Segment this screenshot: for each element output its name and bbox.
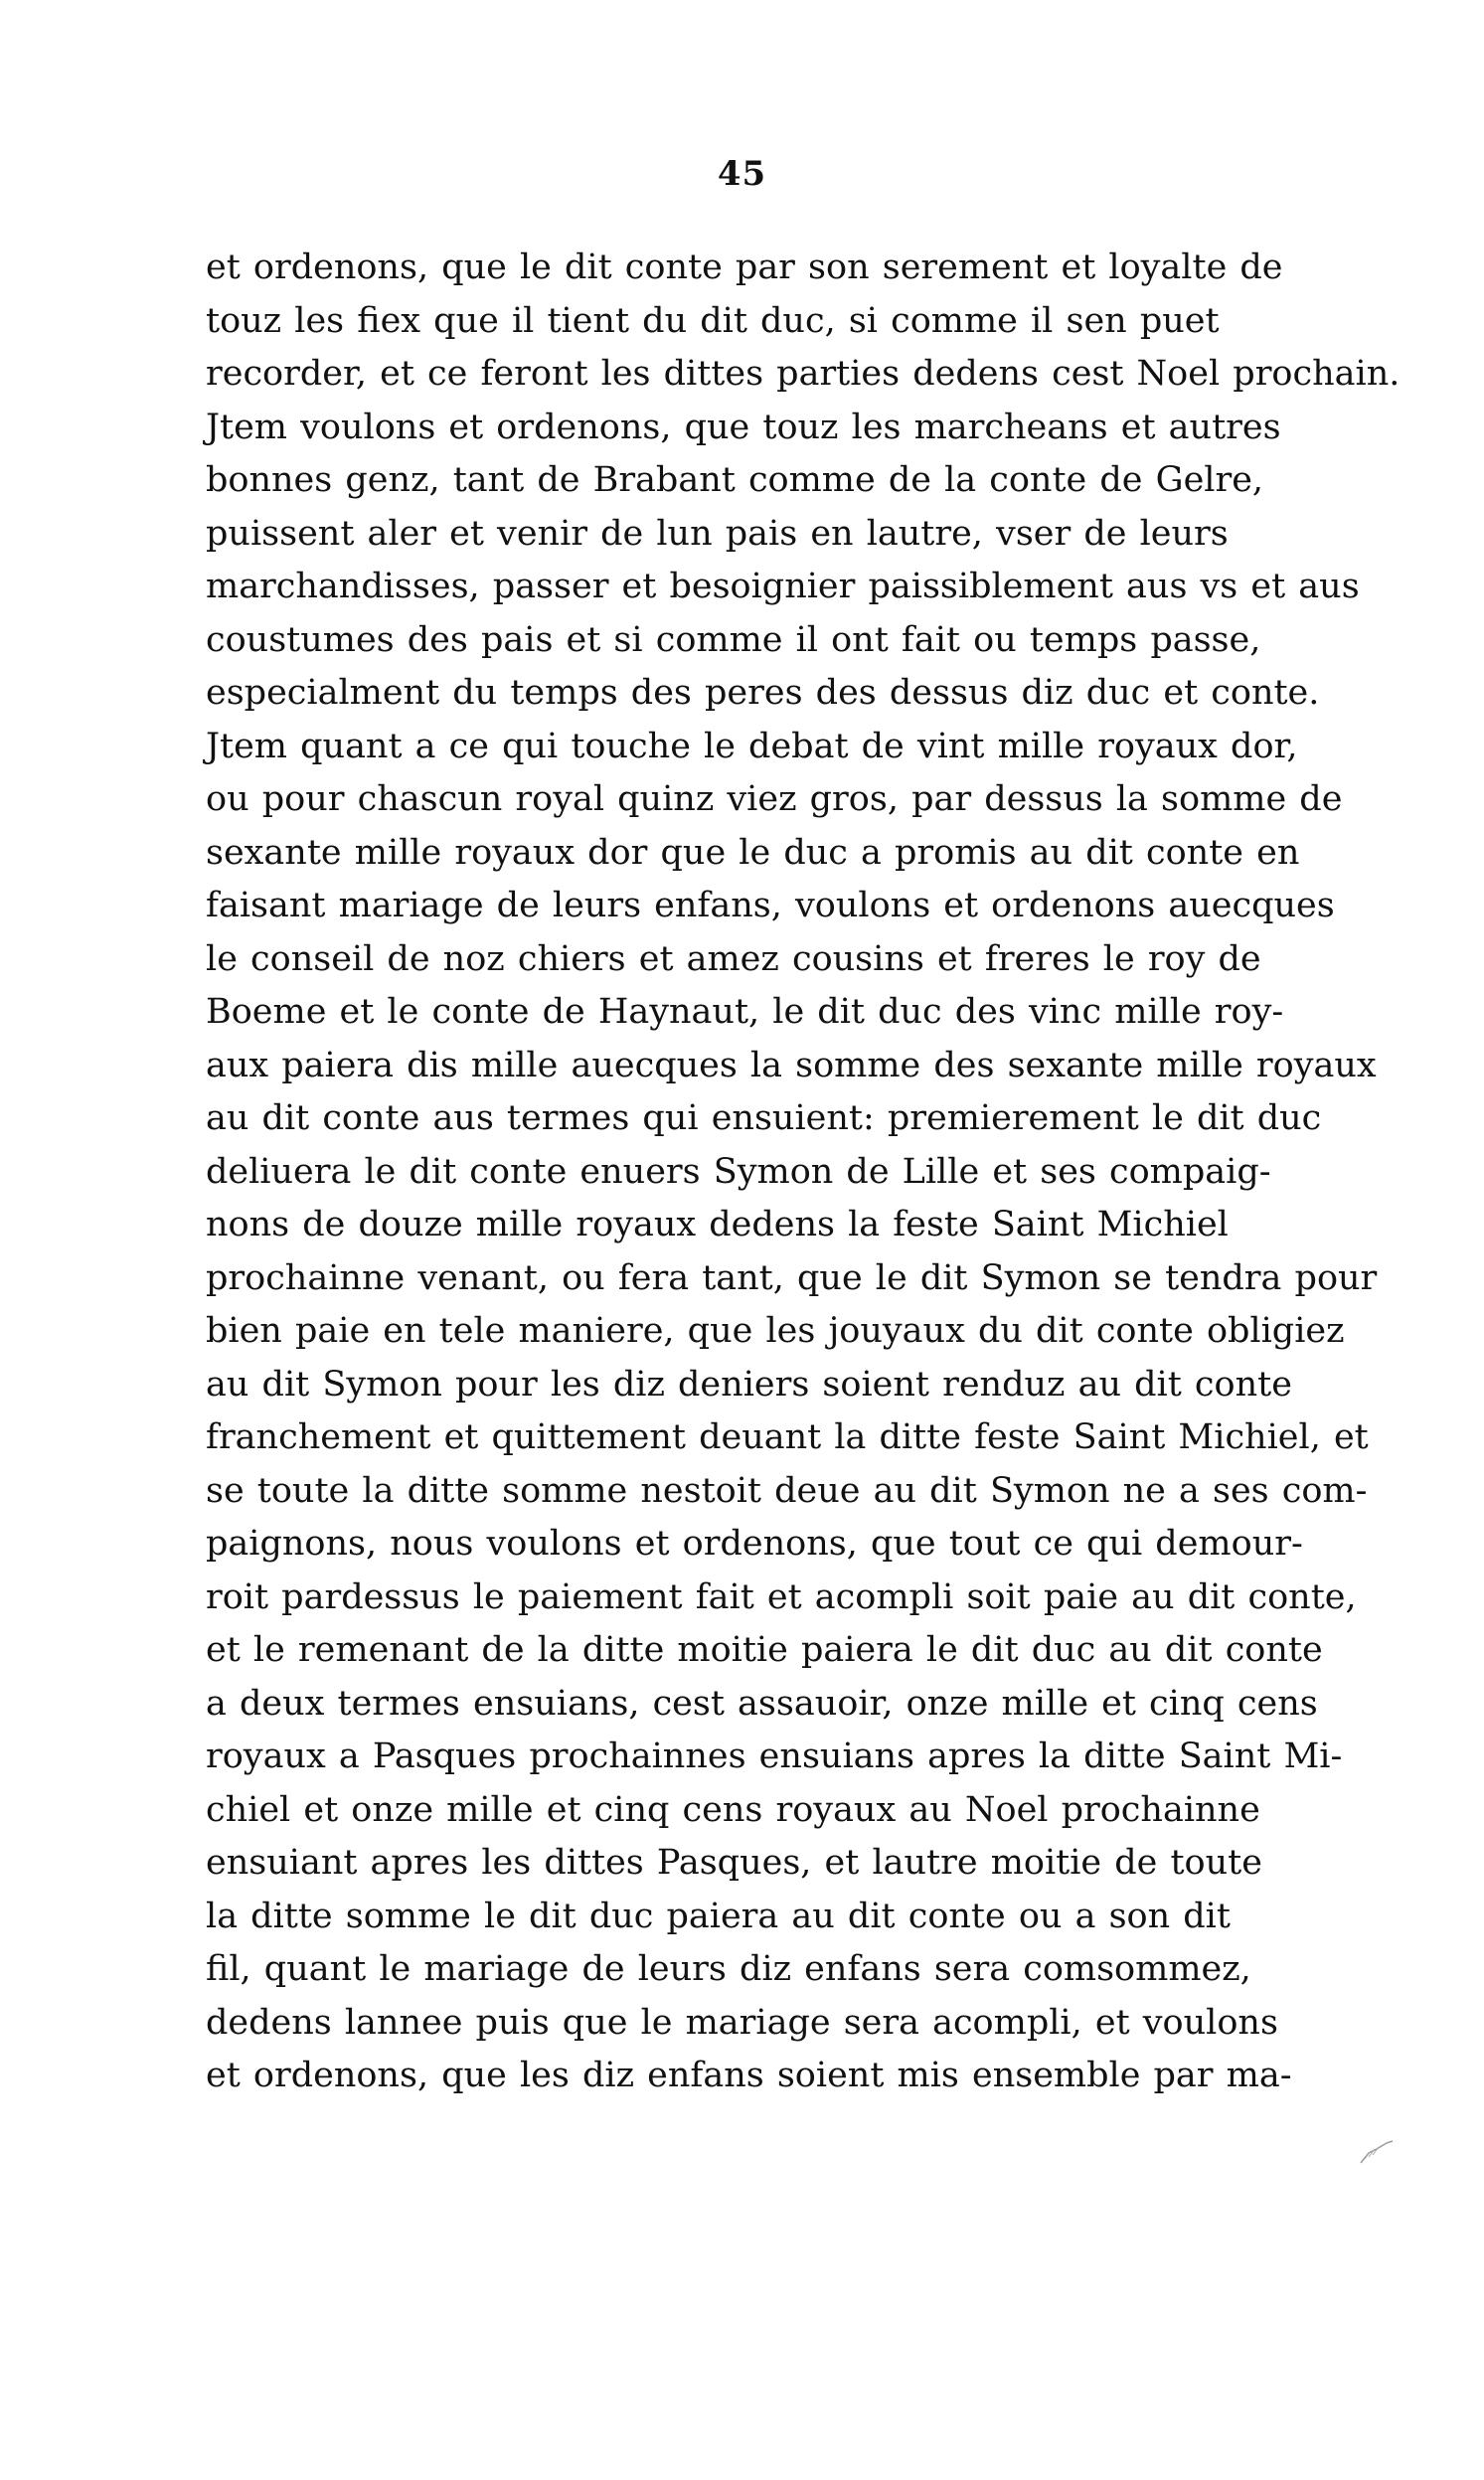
text-line: Jtem quant a ce qui touche le debat de vint mille royaux dor, [206,726,1298,766]
text-line: et ordenons, que le dit conte par son serement et loyalte de [206,248,1283,287]
text-line: prochainne venant, ou fera tant, que le dit Symon se tendra pour [206,1257,1378,1298]
text-line: Boeme et le conte de Haynaut, le dit duc des vinc mille roy- [206,992,1284,1032]
text-line: touz les fiex que il tient du dit duc, si comme il sen puet [206,300,1220,341]
text-line: marchandisses, passer et besoignier paissiblement aus vs et aus [206,567,1360,606]
body-text [206,242,1401,2103]
text-line: royaux a Pasques prochainnes ensuians apres la ditte Saint Mi- [206,1736,1343,1776]
text-line: la ditte somme le dit duc paiera au dit conte ou a son dit [206,1896,1231,1936]
text-line: franchement et quittement deuant la ditte feste Saint Michiel, et [206,1417,1369,1457]
text-line: especialment du temps des peres des dessus diz duc et conte. [206,673,1320,713]
text-line: Jtem voulons et ordenons, que touz les marcheans et autres [206,407,1281,447]
text-line: au dit Symon pour les diz deniers soient renduz au dit conte [206,1364,1292,1405]
text-line: dedens lannee puis que le mariage sera acompli, et voulons [206,2002,1278,2043]
text-line: ou pour chascun royal quinz viez gros, par dessus la somme de [206,779,1343,819]
text-line: et le remenant de la ditte moitie paiera le dit duc au dit conte [206,1630,1323,1670]
text-line: bien paie en tele maniere, que les jouyaux du dit conte obligiez [206,1311,1345,1351]
text-line: faisant mariage de leurs enfans, voulons et ordenons auecques [206,886,1335,925]
text-line: a deux termes ensuians, cest assauoir, onze mille et cinq cens [206,1683,1318,1724]
text-line: aux paiera dis mille auecques la somme des sexante mille royaux [206,1045,1377,1085]
ink-smudge-icon [1357,2137,1397,2167]
page-number: 45 [717,154,767,194]
text-line: et ordenons, que les diz enfans soient mis ensemble par ma- [206,2056,1292,2095]
text-line: fil, quant le mariage de leurs diz enfans sera comsommez, [206,1949,1251,1989]
text-line: au dit conte aus termes qui ensuient: premierement le dit duc [206,1098,1322,1138]
text-line: chiel et onze mille et cinq cens royaux au Noel prochainne [206,1789,1260,1830]
text-line: sexante mille royaux dor que le duc a promis au dit conte en [206,832,1300,873]
text-line: roit pardessus le paiement fait et acompli soit paie au dit conte, [206,1576,1357,1617]
text-line: le conseil de noz chiers et amez cousins et freres le roy de [206,938,1261,979]
text-line: recorder, et ce feront les dittes parties dedens cest Noel prochain. [206,354,1401,394]
text-line: nons de douze mille royaux dedens la feste Saint Michiel [206,1205,1229,1244]
text-line: bonnes genz, tant de Brabant comme de la conte de Gelre, [206,460,1264,500]
text-line: puissent aler et venir de lun pais en lautre, vser de leurs [206,513,1229,554]
text-line: coustumes des pais et si comme il ont fait ou temps passe, [206,619,1261,660]
text-line: paignons, nous voulons et ordenons, que tout ce qui demour- [206,1524,1303,1564]
text-line: ensuiant apres les dittes Pasques, et lautre moitie de toute [206,1843,1262,1883]
text-line: se toute la ditte somme nestoit deue au dit Symon ne a ses com- [206,1470,1368,1511]
text-line: deliuera le dit conte enuers Symon de Lille et ses compaig- [206,1151,1271,1192]
